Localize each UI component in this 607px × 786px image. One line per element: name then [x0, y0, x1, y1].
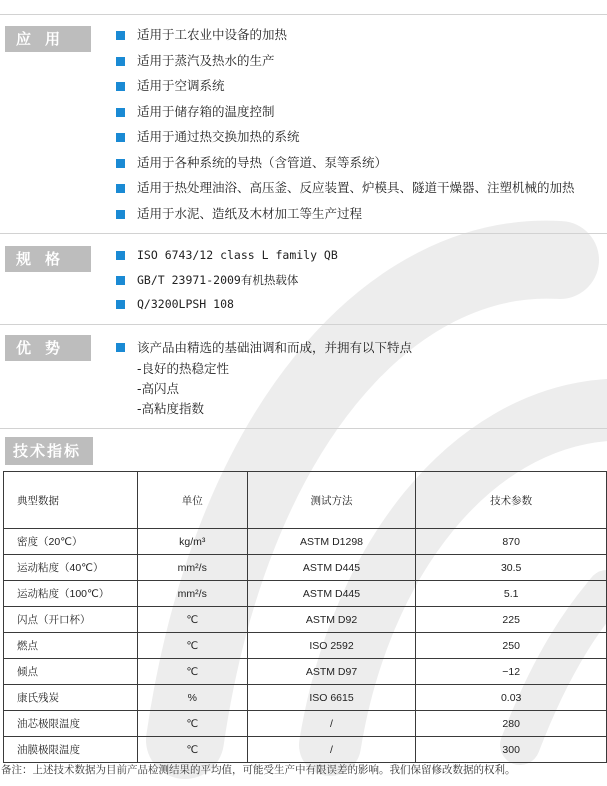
bullet-square-icon	[116, 159, 125, 168]
table-cell: ASTM D445	[247, 555, 416, 581]
bullet-square-icon	[116, 31, 125, 40]
table-row	[4, 555, 607, 581]
table-cell: ℃	[137, 737, 247, 763]
table-cell: 燃点	[4, 633, 138, 659]
table-cell: ℃	[137, 633, 247, 659]
advantage-point: -高粘度指数	[137, 401, 205, 416]
column-header: 单位	[137, 472, 247, 529]
list-item-text: ISO 6743/12 class L family QB	[137, 248, 338, 262]
table-cell: %	[137, 685, 247, 711]
table-row	[4, 529, 607, 555]
table-cell: /	[247, 737, 416, 763]
bullet-square-icon	[116, 133, 125, 142]
table-cell: mm²/s	[137, 555, 247, 581]
advantage-point: -良好的热稳定性	[137, 361, 230, 376]
table-cell: ℃	[137, 711, 247, 737]
advantages-intro	[116, 338, 412, 358]
section-rule	[0, 428, 607, 429]
list-item	[116, 295, 338, 320]
table-row	[4, 685, 607, 711]
table-cell: 油芯极限温度	[4, 711, 138, 737]
table-cell: 康氏残炭	[4, 685, 138, 711]
table-cell: 运动粘度（100℃）	[4, 581, 138, 607]
list-item-text: 适用于储存箱的温度控制	[137, 103, 275, 119]
table-cell: ASTM D1298	[247, 529, 416, 555]
list-item-text: GB/T 23971-2009有机热载体	[137, 272, 299, 287]
advantages-intro-list	[116, 338, 412, 358]
table-row	[4, 737, 607, 763]
table-cell: 250	[416, 633, 607, 659]
table-cell: ℃	[137, 607, 247, 633]
list-item-text: 适用于蒸汽及热水的生产	[137, 52, 275, 68]
advantage-point: -高闪点	[137, 381, 180, 396]
table-cell: 30.5	[416, 555, 607, 581]
table-cell: ISO 6615	[247, 685, 416, 711]
table-cell: mm²/s	[137, 581, 247, 607]
bullet-square-icon	[116, 82, 125, 91]
column-header: 技术参数	[416, 472, 607, 529]
table-cell: ISO 2592	[247, 633, 416, 659]
table-row	[4, 711, 607, 737]
column-header: 典型数据	[4, 472, 138, 529]
table-cell: kg/m³	[137, 529, 247, 555]
list-item-text: 适用于热处理油浴、高压釜、反应装置、炉模具、隧道干燥器、注塑机械的加热	[137, 180, 575, 195]
bullet-square-icon	[116, 300, 125, 309]
bullet-square-icon	[116, 57, 125, 66]
advantages-points	[137, 359, 229, 419]
column-header: 测试方法	[247, 472, 416, 529]
list-item-text: 适用于水泥、造纸及木材加工等生产过程	[137, 205, 363, 221]
tech-table	[3, 471, 607, 763]
application-label: 应用	[5, 26, 91, 52]
table-row	[4, 581, 607, 607]
bullet-square-icon	[116, 184, 125, 193]
list-item-text: 适用于空调系统	[137, 78, 225, 93]
list-item	[116, 204, 575, 230]
table-cell: 225	[416, 607, 607, 633]
table-cell: 密度（20℃）	[4, 529, 138, 555]
table-cell: ASTM D97	[247, 659, 416, 685]
list-item	[116, 271, 338, 296]
list-item	[116, 246, 338, 271]
bullet-square-icon	[116, 343, 125, 352]
list-item-text: Q/3200LPSH 108	[137, 297, 234, 311]
table-cell: 倾点	[4, 659, 138, 685]
list-item-text: 适用于通过热交换加热的系统	[137, 129, 300, 144]
table-cell: ASTM D92	[247, 607, 416, 633]
bullet-square-icon	[116, 108, 125, 117]
specification-list	[116, 246, 338, 320]
table-cell: /	[247, 711, 416, 737]
bullet-square-icon	[116, 210, 125, 219]
table-cell: −12	[416, 659, 607, 685]
table-cell: ASTM D445	[247, 581, 416, 607]
list-item	[116, 25, 575, 51]
top-rule	[0, 14, 607, 15]
table-row	[4, 607, 607, 633]
table-cell: 油膜极限温度	[4, 737, 138, 763]
table-cell: 280	[416, 711, 607, 737]
table-cell: 0.03	[416, 685, 607, 711]
table-cell: 870	[416, 529, 607, 555]
specification-label: 规格	[5, 246, 91, 272]
table-cell: 闪点（开口杯）	[4, 607, 138, 633]
application-list	[116, 25, 575, 229]
table-cell: 300	[416, 737, 607, 763]
list-item	[116, 127, 575, 153]
footnote: 备注：上述技术数据为目前产品检测结果的平均值，可能受生产中有限误差的影响。我们保留修改数据的权利。	[1, 764, 516, 776]
list-item-text: 适用于工农业中设备的加热	[137, 27, 288, 42]
tech-label: 技术指标	[5, 437, 93, 465]
list-item	[116, 102, 575, 128]
list-item-text: 适用于各种系统的导热（含管道、泵等系统）	[137, 154, 388, 170]
list-item	[116, 178, 575, 204]
table-cell: 5.1	[416, 581, 607, 607]
list-item	[116, 153, 575, 179]
table-header-row	[4, 472, 607, 529]
list-item	[116, 76, 575, 102]
section-rule	[0, 324, 607, 325]
advantages-intro-text: 该产品由精选的基础油调和而成，并拥有以下特点	[137, 340, 413, 355]
bullet-square-icon	[116, 276, 125, 285]
table-cell: ℃	[137, 659, 247, 685]
table-row	[4, 633, 607, 659]
list-item	[116, 51, 575, 77]
bullet-square-icon	[116, 251, 125, 260]
table-cell: 运动粘度（40℃）	[4, 555, 138, 581]
advantages-label: 优势	[5, 335, 91, 361]
section-rule	[0, 233, 607, 234]
table-row	[4, 659, 607, 685]
